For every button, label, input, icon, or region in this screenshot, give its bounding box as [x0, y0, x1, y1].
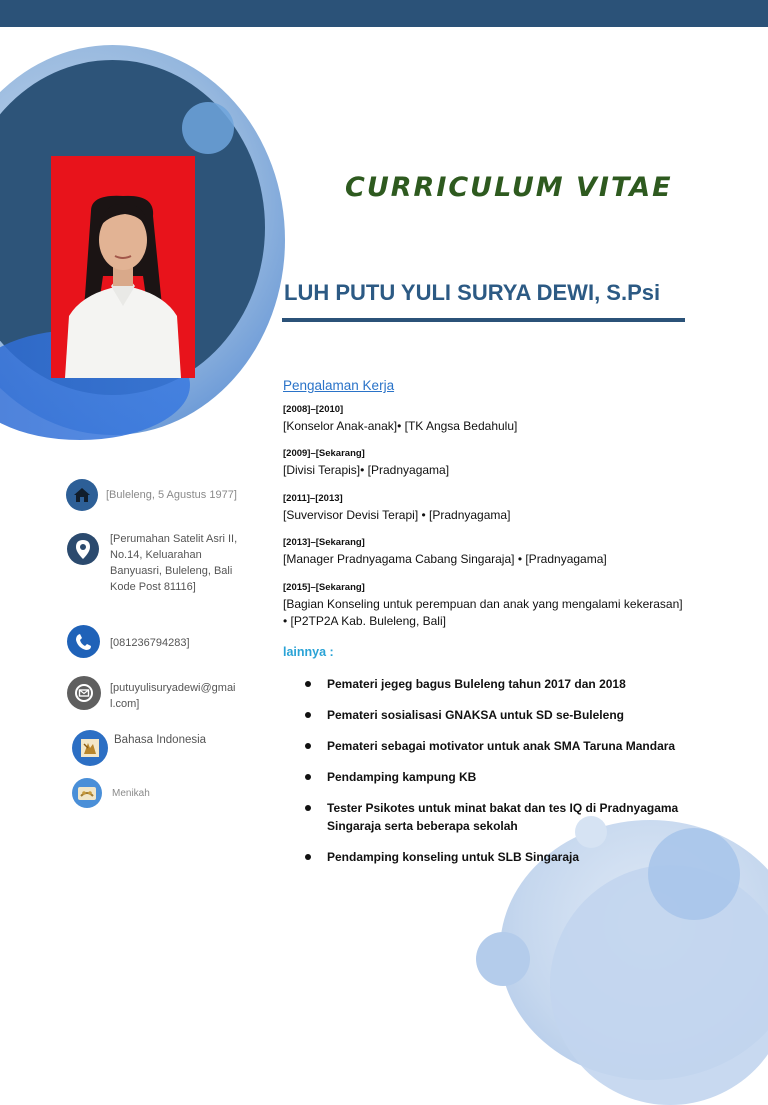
- phone-info: [081236794283]: [110, 637, 190, 649]
- list-item: Pendamping kampung KB: [300, 768, 700, 786]
- location-pin-icon: [67, 533, 99, 565]
- list-item: Tester Psikotes untuk minat bakat dan tes IQ di Pradnyagama Singaraja serta beberapa sekolah: [300, 799, 700, 835]
- job-entry: [283, 404, 683, 435]
- job-entry: [283, 537, 683, 568]
- marriage-icon: [72, 778, 102, 808]
- job-years: [2008]–[2010]: [283, 404, 344, 415]
- job-entry: [283, 448, 683, 479]
- decorative-blob: [182, 102, 234, 154]
- job-description: [Divisi Terapis]• [Pradnyagama]: [283, 463, 450, 477]
- job-description: [Manager Pradnyagama Cabang Singaraja] • [Pradnyagama]: [283, 552, 607, 566]
- email-info: [putuyulisuryadewi@gmail.com]: [110, 682, 236, 710]
- document-title: CURRICULUM VITAE: [345, 172, 673, 203]
- work-experience-heading: Pengalaman Kerja: [283, 378, 395, 393]
- birth-info: [Buleleng, 5 Agustus 1977]: [106, 489, 237, 501]
- language-info: Bahasa Indonesia: [114, 734, 207, 746]
- phone-icon: [67, 625, 100, 658]
- top-banner: [0, 0, 768, 27]
- others-list: [300, 675, 700, 879]
- job-years: [2009]–[Sekarang]: [283, 448, 365, 459]
- language-icon: [72, 730, 108, 766]
- list-item: Pemateri sosialisasi GNAKSA untuk SD se-Buleleng: [300, 706, 700, 724]
- job-description: [Suvervisor Devisi Terapi] • [Pradnyagama]: [283, 508, 511, 522]
- email-icon: [67, 676, 101, 710]
- list-item: Pemateri sebagai motivator untuk anak SMA Taruna Mandara: [300, 737, 700, 755]
- others-heading: lainnya :: [283, 645, 334, 659]
- person-name: LUH PUTU YULI SURYA DEWI, S.Psi: [284, 280, 661, 305]
- home-icon: [66, 479, 98, 511]
- decorative-blob: [476, 932, 530, 986]
- job-description: [Bagian Konseling untuk perempuan dan anak yang mengalami kekerasan] • [P2TP2A Kab. Buleleng, Bali]: [283, 597, 683, 628]
- job-years: [2013]–[Sekarang]: [283, 537, 365, 548]
- job-description: [Konselor Anak-anak]• [TK Angsa Bedahulu]: [283, 419, 518, 433]
- job-entry: [283, 582, 683, 630]
- job-entry: [283, 493, 683, 524]
- name-underline: [282, 318, 685, 322]
- job-years: [2011]–[2013]: [283, 493, 343, 504]
- job-years: [2015]–[Sekarang]: [283, 582, 365, 593]
- address-info: [Perumahan Satelit Asri II, No.14, Keluarahan Banyuasri, Buleleng, Bali Kode Post 81116]: [110, 533, 238, 593]
- list-item: Pendamping konseling untuk SLB Singaraja: [300, 848, 700, 866]
- list-item: Pemateri jegeg bagus Buleleng tahun 2017 dan 2018: [300, 675, 700, 693]
- marital-status: Menikah: [112, 788, 150, 799]
- profile-photo: [51, 156, 195, 378]
